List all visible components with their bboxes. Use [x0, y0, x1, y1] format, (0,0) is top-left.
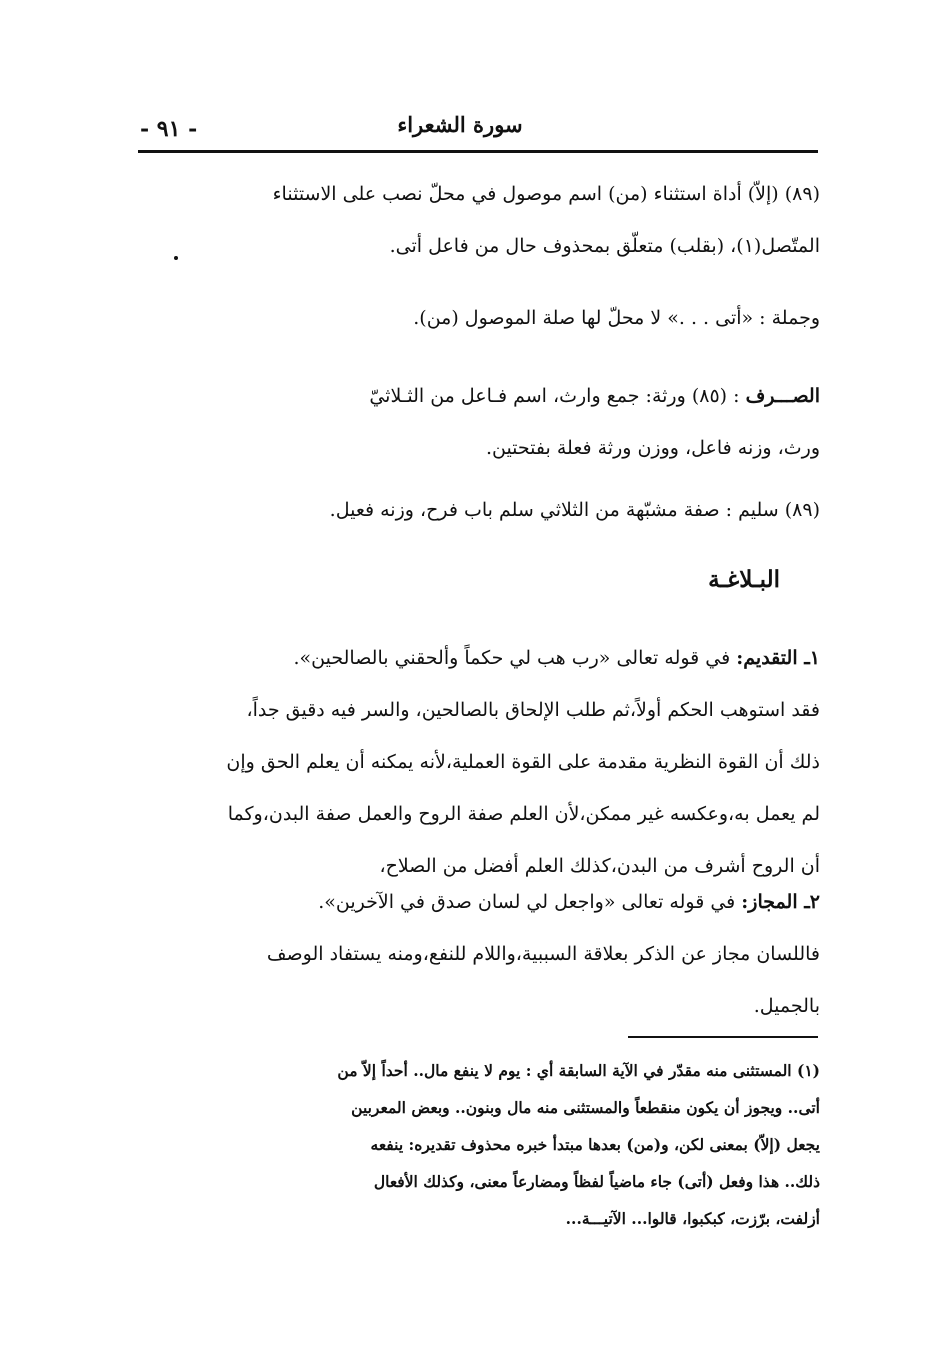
irab-line-1: (٨٩) (إلاّ) أداة استثناء (من) اسم موصول في محلّ نصب على الاستثناء: [272, 183, 820, 205]
page-number: - ٩١ -: [140, 116, 198, 142]
header-divider: [138, 150, 818, 153]
balagha-item-1-line: أن الروح أشرف من البدن،كذلك العلم أفضل من الصلاح،: [379, 855, 820, 877]
balagha-item-2-label: ٢ـ المجاز:: [741, 891, 820, 913]
footnote-line: (١) المستثنى منه مقدّر في الآية السابقة أي : يوم لا ينفع مال.. أحداً إلاّ من: [337, 1061, 820, 1080]
balagha-item-1-line: ذلك أن القوة النظرية مقدمة على القوة العملية،لأنه يمكنه أن يعلم الحق وإن: [226, 751, 820, 773]
page-header-title: سورة الشعراء: [397, 112, 523, 137]
balagha-item-2-verse: في قوله تعالى «واجعل لي لسان صدق في الآخرين».: [318, 891, 736, 913]
footnote: [150, 1052, 820, 1237]
balagha-item-2-line: بالجميل.: [753, 995, 820, 1017]
section-title-balagha: البـلاغـة: [708, 566, 780, 593]
irab-paragraph: [140, 168, 820, 272]
stray-dot: [174, 256, 178, 260]
balagha-item-1-heading: [140, 632, 820, 684]
irab-line-2: المتّصل(١)، (بقلب) متعلّق بمحذوف حال من فاعل أتى.: [389, 235, 820, 257]
irab-sentence-note: [140, 292, 820, 344]
footnote-line: أتى.. ويجوز أن يكون منقطعاً والمستثنى منه مال وبنون.. وبعض المعربين: [351, 1098, 820, 1117]
sarf-line-2: ورث، وزنه فاعل، ووزن ورثة فعلة بفتحتين.: [485, 437, 820, 459]
sarf-salim-paragraph: [140, 484, 820, 536]
balagha-item-1-line: فقد استوهب الحكم أولاً،ثم طلب الإلحاق بالصالحين، والسر فيه دقيق جداً،: [246, 699, 820, 721]
irab-line-3: وجملة : «أتى . . .» لا محلّ لها صلة الموصول (من).: [413, 307, 820, 329]
balagha-item-1-verse: في قوله تعالى «رب هب لي حكماً وألحقني بالصالحين».: [293, 647, 731, 669]
footnote-divider: [628, 1036, 818, 1038]
balagha-item-1: [140, 632, 820, 892]
sarf-label: الصـــرف: [745, 385, 820, 407]
footnote-line: أزلفت، برّزت، كبكبوا، قالوا... الآتيـــة...: [565, 1209, 820, 1228]
sarf-paragraph: [140, 370, 820, 474]
balagha-item-2-heading: [140, 876, 820, 928]
balagha-item-1-label: ١ـ التقديم:: [736, 647, 820, 669]
balagha-item-2: [140, 876, 820, 1032]
sarf-line-1-text: : (٨٥) ورثة: جمع وارث، اسم فـاعل من الثـلاثيّ: [369, 385, 740, 407]
sarf-line-1: [140, 370, 820, 422]
balagha-item-1-line: لم يعمل به،وعكسه غير ممكن،لأن العلم صفة الروح والعمل صفة البدن،وكما: [227, 803, 820, 825]
balagha-item-2-line: فاللسان مجاز عن الذكر بعلاقة السببية،واللام للنفع،ومنه يستفاد الوصف: [266, 943, 820, 965]
footnote-line: يجعل (إلاّ) بمعنى لكن، و(من) بعدها مبتدأ خبره محذوف تقديره: ينفعه: [370, 1135, 820, 1154]
sarf-line-3: (٨٩) سليم : صفة مشبّهة من الثلاثي سلم باب فرح، وزنه فعيل.: [329, 499, 820, 521]
footnote-line: ذلك.. هذا وفعل (أتى) جاء ماضياً لفظاً ومضارعاً معنى، وكذلك الأفعال: [373, 1172, 820, 1191]
